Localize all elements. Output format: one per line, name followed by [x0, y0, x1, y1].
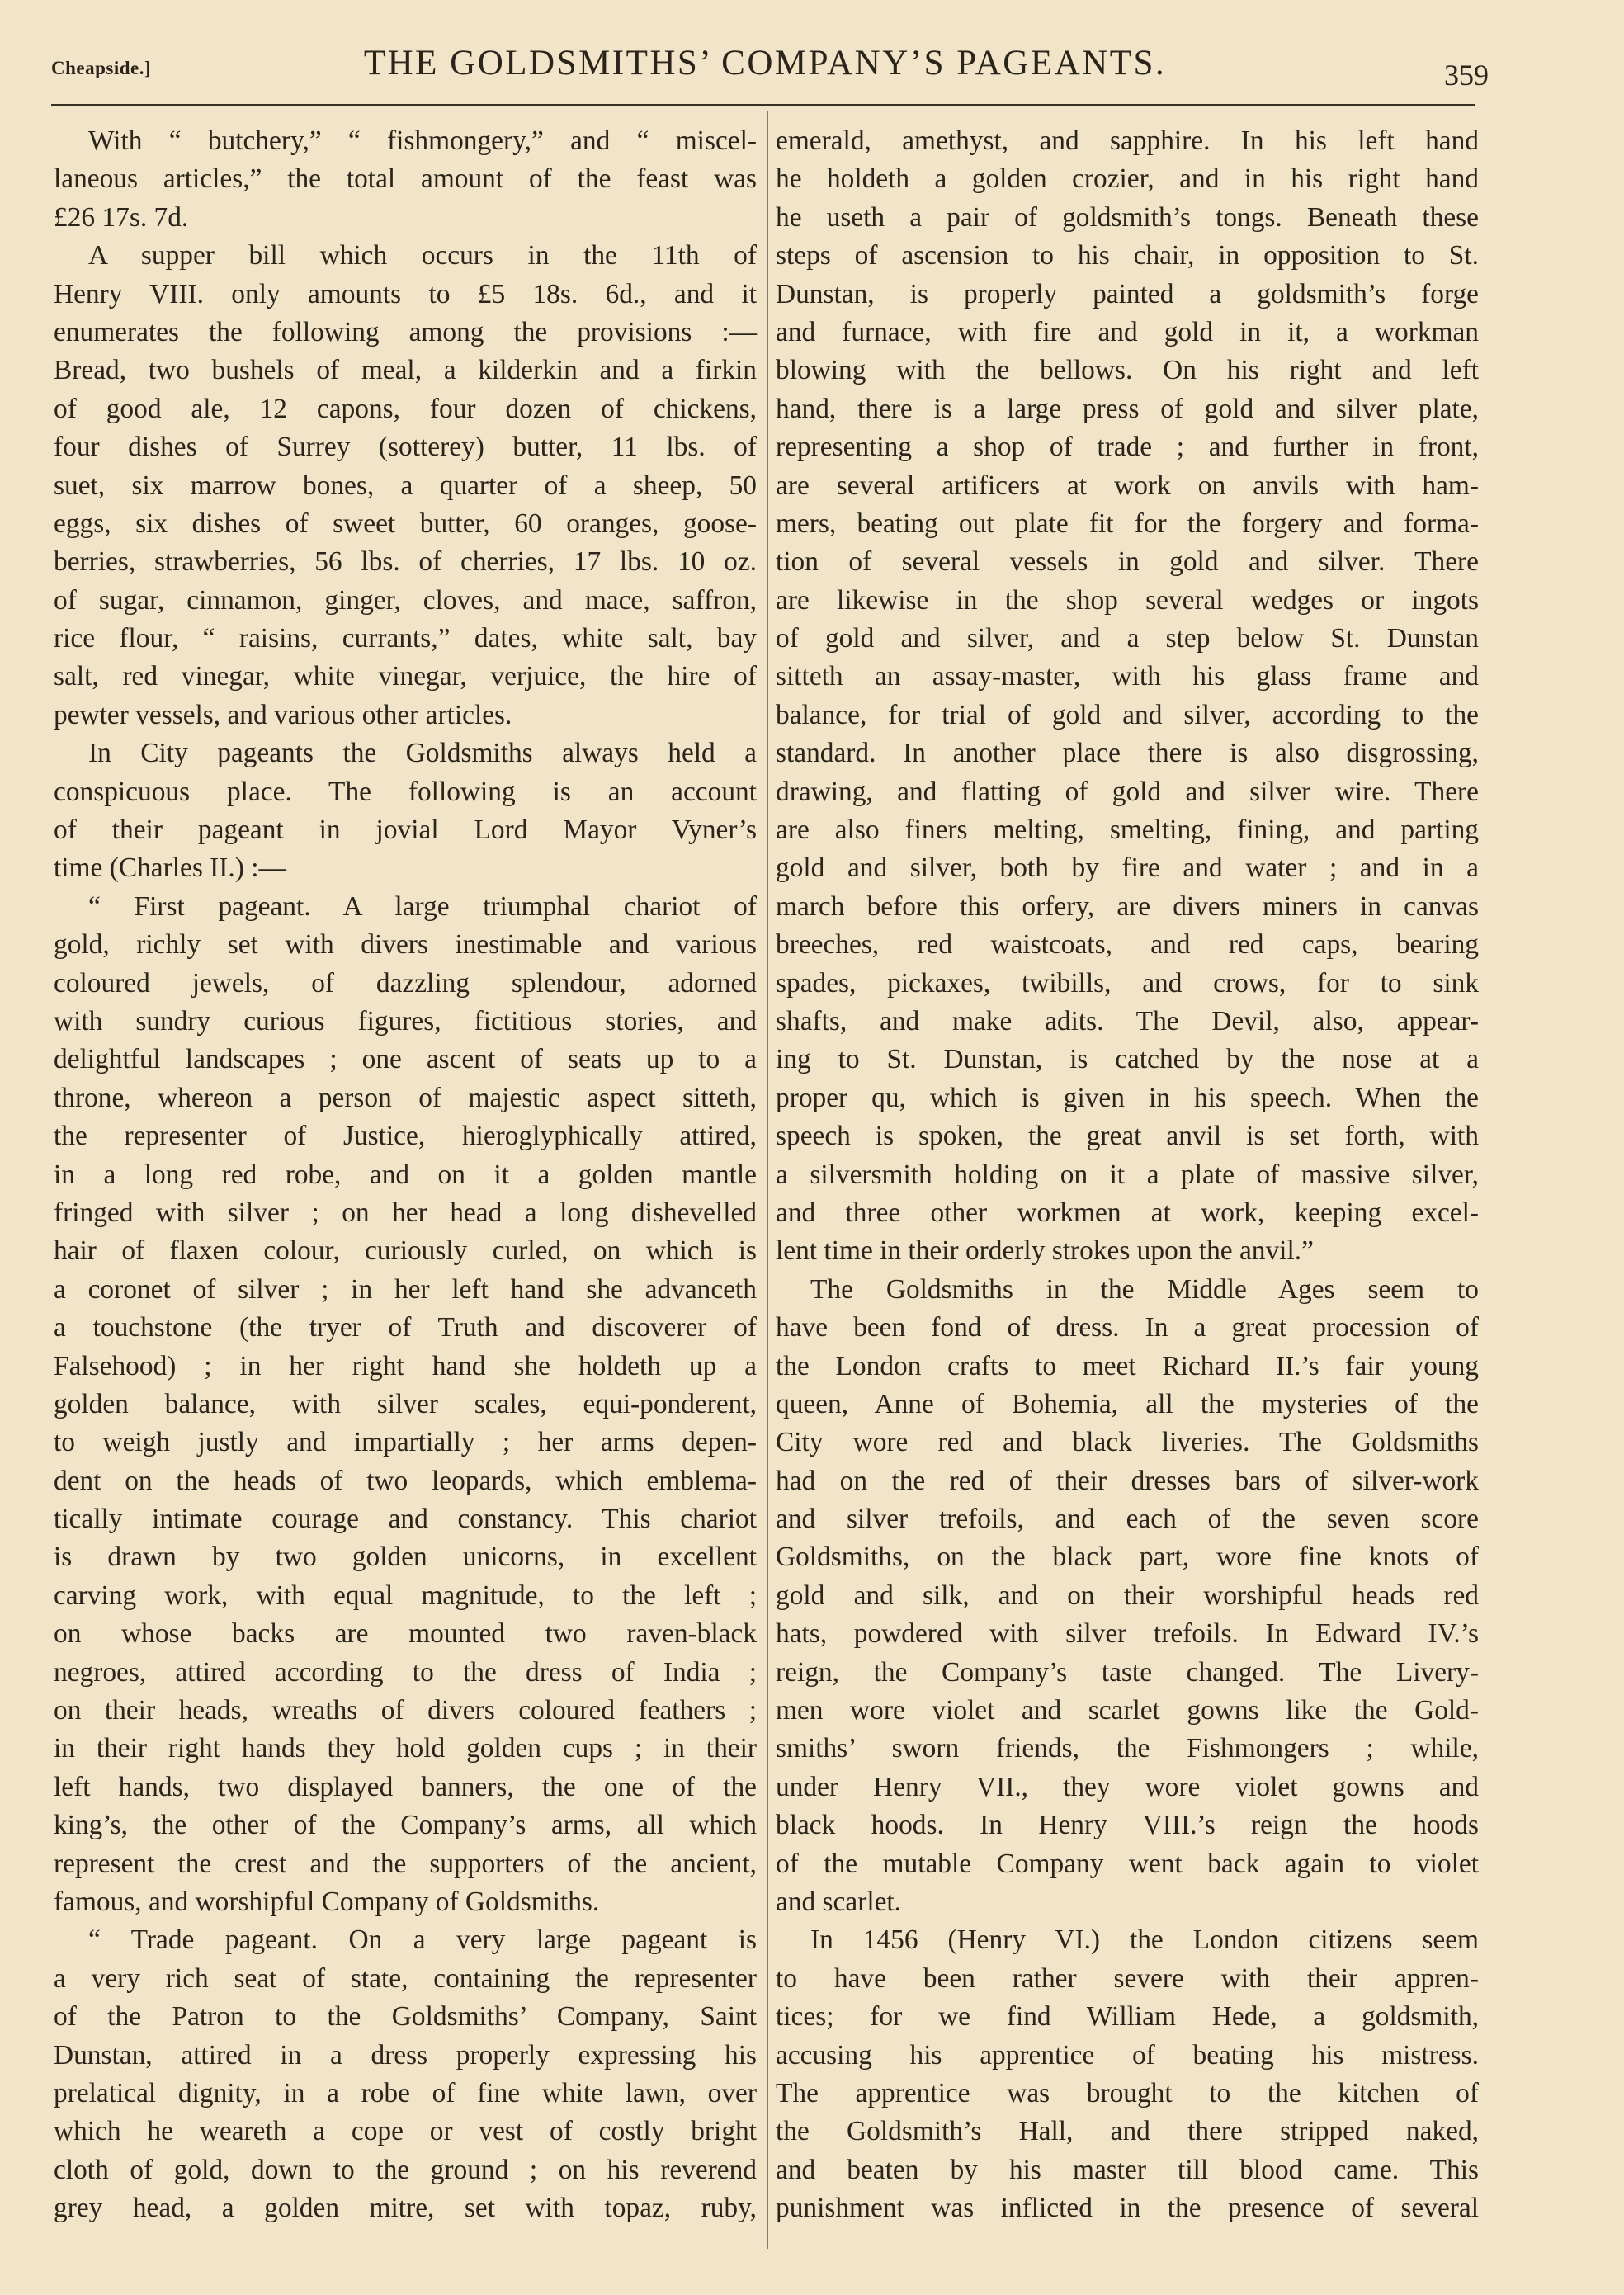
text-line: Henry VIII. only amounts to £5 18s. 6d., and it: [54, 278, 757, 309]
text-line: sitteth an assay-master, with his glass frame and: [776, 661, 1479, 692]
page-header: [51, 43, 1489, 109]
text-line: and beaten by his master till blood came. This: [776, 2154, 1479, 2185]
text-line: are several artificers at work on anvils with ham-: [776, 470, 1479, 501]
text-line: coloured jewels, of dazzling splendour, adorned: [54, 967, 757, 999]
text-line: march before this orfery, are divers miners in canvas: [776, 890, 1479, 922]
header-rule: [51, 104, 1475, 106]
text-line: to have been rather severe with their appren-: [776, 1962, 1479, 1994]
text-line: “ Trade pageant. On a very large pageant is: [88, 1924, 757, 1956]
text-line: lent time in their orderly strokes upon the anvil.”: [776, 1235, 1314, 1267]
text-line: and silver trefoils, and each of the seven score: [776, 1504, 1479, 1535]
text-line: which he weareth a cope or vest of costly bright: [54, 2116, 757, 2147]
text-line: hand, there is a large press of gold and silver plate,: [776, 393, 1479, 424]
text-line: is drawn by two golden unicorns, in excellent: [54, 1542, 757, 1573]
text-line: king’s, the other of the Company’s arms, all which: [54, 1810, 757, 1841]
text-line: “ First pageant. A large triumphal chariot of: [88, 890, 757, 922]
text-line: emerald, amethyst, and sapphire. In his left hand: [776, 125, 1479, 156]
text-line: famous, and worshipful Company of Goldsmiths.: [54, 1886, 600, 1917]
text-line: pewter vessels, and various other articles.: [54, 699, 512, 730]
text-line: a silversmith holding on it a plate of massive silver,: [776, 1159, 1479, 1190]
text-line: four dishes of Surrey (sotterey) butter, 11 lbs. of: [54, 432, 757, 463]
text-line: mers, beating out plate fit for the forgery and forma-: [776, 508, 1479, 539]
text-line: are also finers melting, smelting, fining, and parting: [776, 815, 1479, 846]
text-line: under Henry VII., they wore violet gowns and: [776, 1771, 1479, 1802]
text-line: Dunstan, is properly painted a goldsmith’s forge: [776, 278, 1479, 309]
text-line: fringed with silver ; on her head a long dishevelled: [54, 1197, 757, 1228]
text-line: and scarlet.: [776, 1886, 902, 1917]
text-line: spades, pickaxes, twibills, and crows, for to sink: [776, 967, 1479, 999]
text-line: represent the crest and the supporters of the ancient,: [54, 1848, 757, 1879]
text-line: golden balance, with silver scales, equi-ponderent,: [54, 1388, 757, 1419]
text-line: of gold and silver, and a step below St. Dunstan: [776, 623, 1479, 654]
text-line: breeches, red waistcoats, and red caps, bearing: [776, 929, 1479, 961]
text-line: of the Patron to the Goldsmiths’ Company, Saint: [54, 2001, 757, 2033]
text-line: and three other workmen at work, keeping excel-: [776, 1197, 1479, 1228]
text-line: cloth of gold, down to the ground ; on his reverend: [54, 2154, 757, 2185]
text-line: ing to St. Dunstan, is catched by the nose at a: [776, 1044, 1479, 1075]
text-line: to weigh justly and impartially ; her arms depen-: [54, 1427, 757, 1458]
text-line: tically intimate courage and constancy. This chariot: [54, 1504, 757, 1535]
text-line: speech is spoken, the great anvil is set forth, with: [776, 1121, 1479, 1152]
text-line: gold and silver, both by fire and water ; and in a: [776, 852, 1479, 884]
text-line: are likewise in the shop several wedges or ingots: [776, 584, 1479, 616]
text-line: With “ butchery,” “ fishmongery,” and “ miscel-: [88, 125, 757, 156]
text-line: he holdeth a golden crozier, and in his right hand: [776, 163, 1479, 195]
left-column: [54, 122, 757, 2227]
text-line: laneous articles,” the total amount of the feast was: [54, 163, 757, 195]
text-line: prelatical dignity, in a robe of fine white lawn, over: [54, 2077, 757, 2108]
text-line: the Goldsmith’s Hall, and there stripped naked,: [776, 2116, 1479, 2147]
text-line: £26 17s. 7d.: [54, 201, 189, 233]
text-line: carving work, with equal magnitude, to the left ;: [54, 1580, 757, 1611]
text-line: grey head, a golden mitre, set with topaz, ruby,: [54, 2193, 757, 2224]
text-line: gold and silk, and on their worshipful heads red: [776, 1580, 1479, 1611]
text-line: berries, strawberries, 56 lbs. of cherries, 17 lbs. 10 oz.: [54, 546, 757, 578]
text-line: tion of several vessels in gold and silver. There: [776, 546, 1479, 578]
text-line: he useth a pair of goldsmith’s tongs. Beneath these: [776, 201, 1479, 233]
text-line: shafts, and make adits. The Devil, also, appear-: [776, 1005, 1479, 1037]
text-line: hats, powdered with silver trefoils. In Edward IV.’s: [776, 1618, 1479, 1650]
text-line: Falsehood) ; in her right hand she holdeth up a: [54, 1350, 757, 1381]
right-column: [776, 122, 1479, 2227]
text-line: on their heads, wreaths of divers coloured feathers ;: [54, 1695, 757, 1726]
text-line: conspicuous place. The following is an account: [54, 776, 757, 807]
text-line: throne, whereon a person of majestic aspect sitteth,: [54, 1082, 757, 1113]
text-line: In 1456 (Henry VI.) the London citizens seem: [810, 1924, 1479, 1956]
page-number: 359: [1444, 59, 1489, 92]
text-line: tices; for we find William Hede, a goldsmith,: [776, 2001, 1479, 2033]
text-line: of their pageant in jovial Lord Mayor Vyner’s: [54, 815, 757, 846]
text-line: negroes, attired according to the dress of India ;: [54, 1656, 757, 1688]
text-line: and furnace, with fire and gold in it, a workman: [776, 316, 1479, 347]
column-divider: [767, 111, 768, 2249]
text-line: delightful landscapes ; one ascent of seats up to a: [54, 1044, 757, 1075]
text-line: A supper bill which occurs in the 11th of: [88, 240, 757, 272]
text-line: The Goldsmiths in the Middle Ages seem to: [810, 1273, 1479, 1305]
text-line: had on the red of their dresses bars of silver-work: [776, 1465, 1479, 1496]
text-line: in a long red robe, and on it a golden mantle: [54, 1159, 757, 1190]
text-line: Goldsmiths, on the black part, wore fine knots of: [776, 1542, 1479, 1573]
text-line: the London crafts to meet Richard II.’s fair young: [776, 1350, 1479, 1381]
text-line: salt, red vinegar, white vinegar, verjuice, the hire of: [54, 661, 757, 692]
text-line: of good ale, 12 capons, four dozen of chickens,: [54, 393, 757, 424]
page-title: THE GOLDSMITHS’ COMPANY’S PAGEANTS.: [363, 44, 1167, 83]
text-line: left hands, two displayed banners, the one of the: [54, 1771, 757, 1802]
running-head: Cheapside.]: [51, 58, 152, 78]
text-line: of sugar, cinnamon, ginger, cloves, and mace, saffron,: [54, 584, 757, 616]
text-line: accusing his apprentice of beating his mistress.: [776, 2039, 1479, 2071]
text-line: In City pageants the Goldsmiths always held a: [88, 738, 757, 769]
text-line: eggs, six dishes of sweet butter, 60 oranges, goose-: [54, 508, 757, 539]
text-line: queen, Anne of Bohemia, all the mysteries of the: [776, 1388, 1479, 1419]
text-line: black hoods. In Henry VIII.’s reign the hoods: [776, 1810, 1479, 1841]
text-line: blowing with the bellows. On his right and left: [776, 355, 1479, 386]
text-line: the representer of Justice, hieroglyphically attired,: [54, 1121, 757, 1152]
text-line: representing a shop of trade ; and further in front,: [776, 432, 1479, 463]
text-line: of the mutable Company went back again to violet: [776, 1848, 1479, 1879]
text-line: rice flour, “ raisins, currants,” dates, white salt, bay: [54, 623, 757, 654]
text-line: proper qu, which is given in his speech. When the: [776, 1082, 1479, 1113]
text-line: a touchstone (the tryer of Truth and discoverer of: [54, 1312, 757, 1343]
text-line: punishment was inflicted in the presence of several: [776, 2193, 1479, 2224]
text-line: dent on the heads of two leopards, which emblema-: [54, 1465, 757, 1496]
text-line: have been fond of dress. In a great procession of: [776, 1312, 1479, 1343]
text-line: men wore violet and scarlet gowns like the Gold-: [776, 1695, 1479, 1726]
text-line: gold, richly set with divers inestimable and various: [54, 929, 757, 961]
text-line: with sundry curious figures, fictitious stories, and: [54, 1005, 757, 1037]
text-line: suet, six marrow bones, a quarter of a sheep, 50: [54, 470, 757, 501]
text-line: balance, for trial of gold and silver, according to the: [776, 699, 1479, 730]
text-line: hair of flaxen colour, curiously curled, on which is: [54, 1235, 757, 1267]
text-line: a coronet of silver ; in her left hand she advanceth: [54, 1273, 757, 1305]
text-line: steps of ascension to his chair, in opposition to St.: [776, 240, 1479, 272]
text-line: drawing, and flatting of gold and silver wire. There: [776, 776, 1479, 807]
text-line: Dunstan, attired in a dress properly expressing his: [54, 2039, 757, 2071]
text-line: in their right hands they hold golden cups ; in their: [54, 1733, 757, 1764]
text-line: time (Charles II.) :—: [54, 852, 286, 884]
text-line: on whose backs are mounted two raven-black: [54, 1618, 757, 1650]
text-line: City wore red and black liveries. The Goldsmiths: [776, 1427, 1479, 1458]
text-line: reign, the Company’s taste changed. The Livery-: [776, 1656, 1479, 1688]
text-line: a very rich seat of state, containing the representer: [54, 1962, 757, 1994]
text-line: Bread, two bushels of meal, a kilderkin and a firkin: [54, 355, 757, 386]
text-line: smiths’ sworn friends, the Fishmongers ; while,: [776, 1733, 1479, 1764]
text-line: standard. In another place there is also disgrossing,: [776, 738, 1479, 769]
text-line: The apprentice was brought to the kitchen of: [776, 2077, 1479, 2108]
text-line: enumerates the following among the provisions :—: [54, 316, 757, 347]
